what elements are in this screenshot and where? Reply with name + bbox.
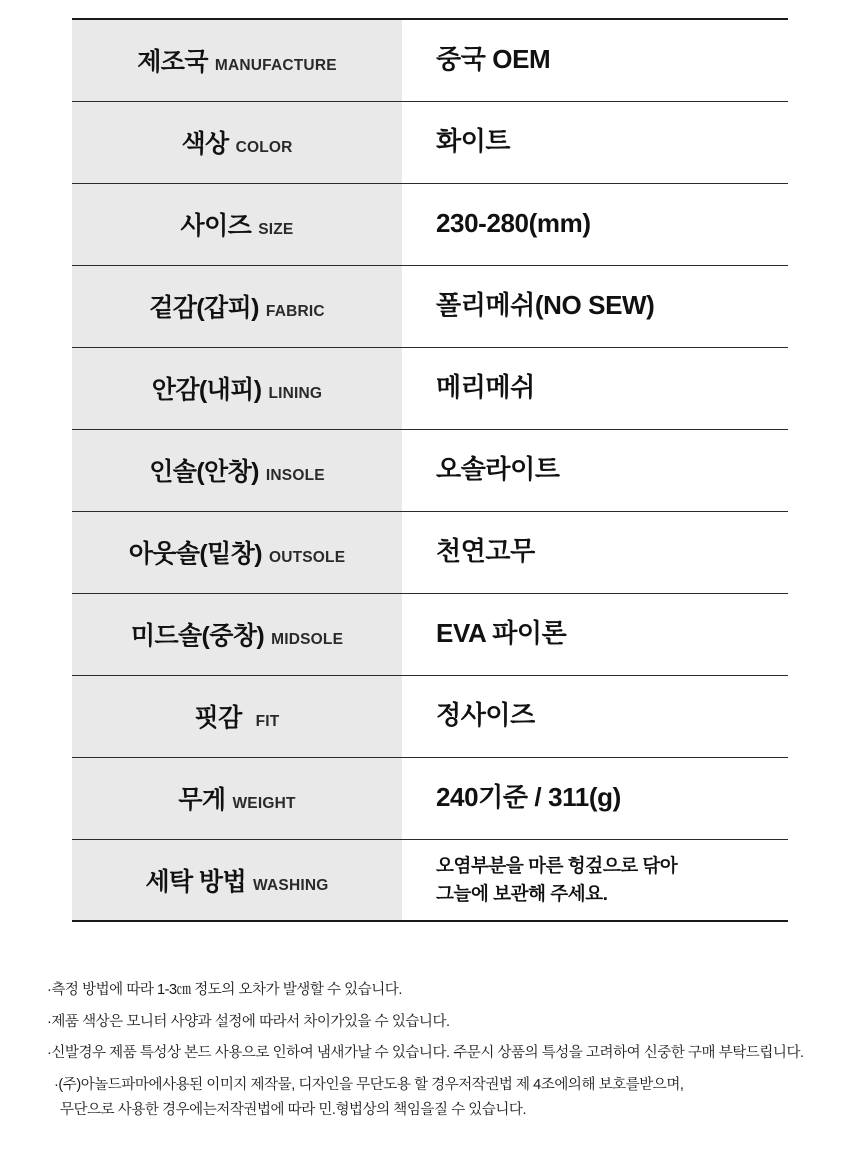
table-row (72, 675, 788, 757)
spec-label-en: LINING (268, 385, 323, 402)
spec-value-cell (402, 511, 788, 593)
spec-label-cell (72, 183, 402, 265)
spec-value-cell (402, 757, 788, 839)
spec-label-en: FABRIC (265, 303, 325, 320)
spec-label-ko: 무게 (178, 786, 226, 814)
spec-value: 정사이즈 (436, 700, 535, 731)
spec-value-cell (402, 101, 788, 183)
spec-value-cell (402, 183, 788, 265)
spec-value: 240기준 / 311(g) (436, 782, 621, 813)
disclaimer-notes (47, 983, 837, 1135)
note-item: ·측정 방법에 따라 1-3㎝ 정도의 오차가 발생할 수 있습니다. (47, 982, 402, 998)
spec-label-cell (72, 265, 402, 347)
note-item: ·(주)아놀드파마에사용된 이미지 제작물, 디자인을 무단도용 할 경우저작권법 제 4조에의해 보호를받으며, (54, 1076, 684, 1093)
product-spec-table (72, 18, 788, 922)
spec-label-cell (72, 347, 402, 429)
spec-label-cell (72, 101, 402, 183)
spec-value: 230-280(mm) (436, 208, 591, 239)
note-item: ·신발경우 제품 특성상 본드 사용으로 인하여 냄새가날 수 있습니다. 주문시 상품의 특성을 고려하여 신중한 구매 부탁드립니다. (47, 1045, 804, 1061)
spec-value-cell (402, 593, 788, 675)
spec-value: 폴리메쉬(NO SEW) (436, 290, 655, 321)
spec-value: 중국 OEM (436, 44, 551, 75)
table-row (72, 839, 788, 921)
spec-value-cell (402, 19, 788, 101)
spec-label-en: MANUFACTURE (214, 57, 337, 75)
table-row (72, 101, 788, 183)
spec-label-ko: 미드솔(중창) (130, 622, 265, 650)
spec-label-en: MIDSOLE (271, 631, 344, 648)
spec-label-en: WASHING (253, 876, 329, 894)
spec-table-body (72, 19, 788, 921)
spec-value-cell (402, 429, 788, 511)
spec-label-cell (72, 675, 402, 757)
spec-label-ko: 사이즈 (180, 212, 252, 240)
table-row (72, 347, 788, 429)
spec-value-cell (402, 347, 788, 429)
spec-label-cell (72, 839, 402, 921)
spec-value-line-2: 그늘에 보관해 주세요. (436, 882, 608, 904)
spec-value: 화이트 (436, 126, 511, 157)
spec-label-en: SIZE (258, 221, 294, 238)
note-item-continuation: 무단으로 사용한 경우에는저작권법에 따라 민.형법상의 책임을질 수 있습니다. (60, 1102, 527, 1118)
table-row (72, 429, 788, 511)
spec-label-ko: 아웃솔(밑창) (128, 540, 262, 568)
spec-label-cell (72, 593, 402, 675)
spec-value: 메리메쉬 (436, 372, 535, 403)
spec-label-ko: 색상 (181, 130, 229, 158)
spec-label-cell (72, 429, 402, 511)
spec-label-ko: 제조국 (137, 48, 208, 77)
table-row (72, 511, 788, 593)
table-row (72, 593, 788, 675)
spec-value-cell (402, 839, 788, 921)
spec-label-ko: 안감(내피) (151, 376, 262, 404)
spec-label-ko: 겉감(갑피) (149, 294, 259, 322)
spec-label-en: COLOR (235, 139, 293, 156)
note-item: ·제품 색상은 모니터 사양과 설정에 따라서 차이가있을 수 있습니다. (47, 1013, 450, 1030)
spec-value: EVA 파이론 (436, 618, 567, 649)
spec-label-en: WEIGHT (232, 795, 296, 812)
table-row (72, 265, 788, 347)
spec-label-cell (72, 757, 402, 839)
spec-label-ko: 핏감 (194, 704, 242, 732)
spec-label-en: INSOLE (265, 467, 325, 484)
spec-value-cell (402, 265, 788, 347)
spec-value-cell (402, 675, 788, 757)
table-row (72, 183, 788, 265)
spec-value-line-1: 오염부분을 마른 헝겊으로 닦아 (436, 855, 678, 876)
spec-label-cell (72, 19, 402, 101)
spec-label-ko: 세탁 방법 (145, 867, 247, 896)
spec-label-cell (72, 511, 402, 593)
spec-value: 천연고무 (436, 536, 535, 567)
spec-value: 오솔라이트 (436, 454, 560, 485)
spec-label-en: FIT (255, 713, 280, 730)
spec-label-ko: 인솔(안창) (149, 458, 259, 486)
spec-label-en: OUTSOLE (268, 549, 346, 566)
table-row (72, 19, 788, 101)
table-row (72, 757, 788, 839)
